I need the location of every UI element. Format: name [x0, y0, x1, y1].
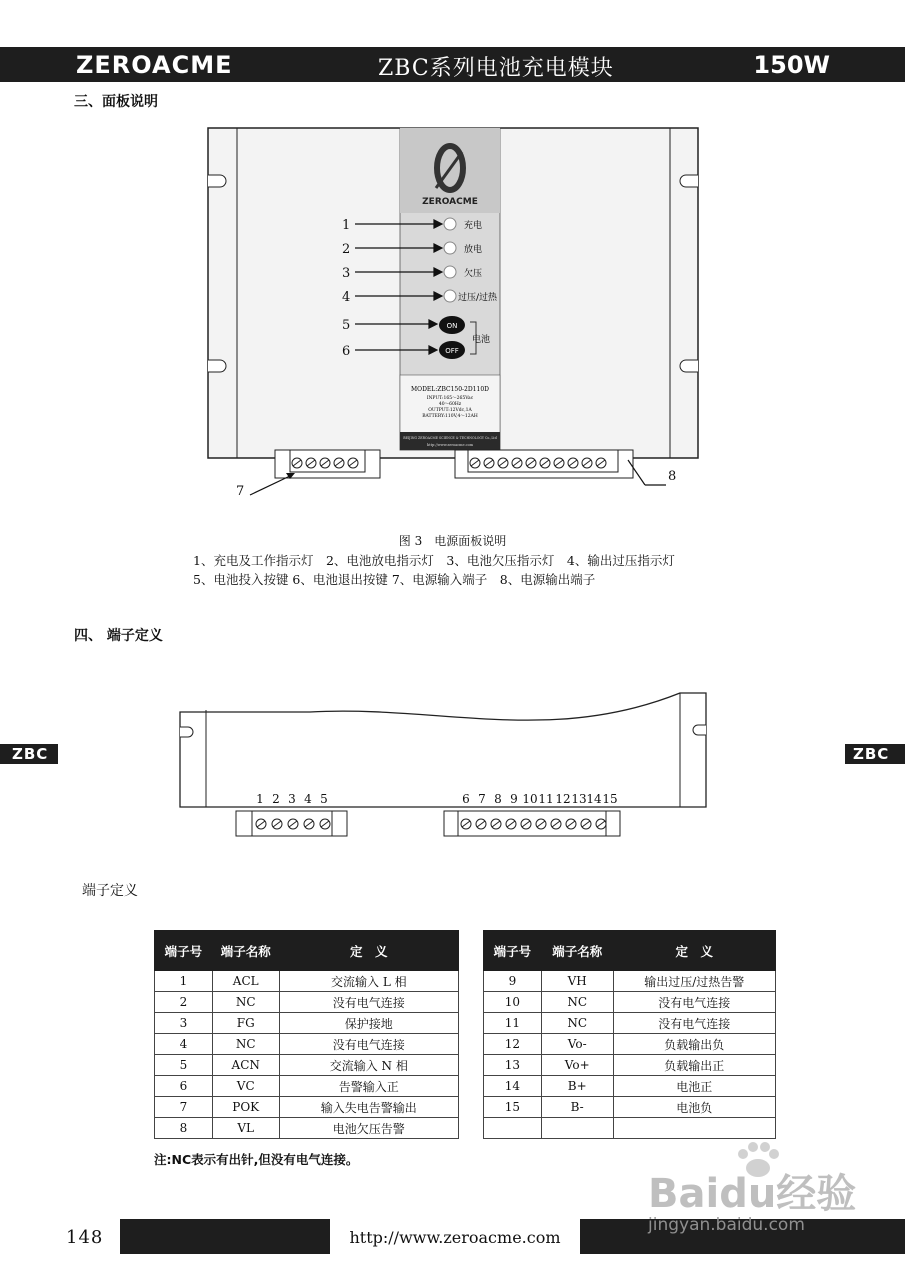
output-text: OUTPUT:12Vdc,1A [428, 408, 472, 413]
table-cell: Vo- [541, 1034, 613, 1055]
callout-8: 8 [668, 469, 677, 484]
callout-7: 7 [236, 484, 245, 499]
table-cell: VC [212, 1076, 279, 1097]
table-cell: NC [212, 1034, 279, 1055]
terminal-table-left [154, 930, 459, 1139]
section-heading-terminals: 四、 端子定义 [74, 628, 163, 644]
column-header: 端子号 [484, 931, 542, 971]
table-row [484, 1013, 776, 1034]
table-cell: 没有电气连接 [279, 992, 458, 1013]
table-cell: 交流输入 N 相 [279, 1055, 458, 1076]
table-cell: 电池正 [613, 1076, 775, 1097]
table-cell: 6 [155, 1076, 213, 1097]
terminal-number-9: 9 [510, 792, 518, 806]
table-cell: NC [541, 992, 613, 1013]
table-row [155, 1055, 459, 1076]
terminal-table-right [483, 930, 776, 1139]
table-cell: 11 [484, 1013, 542, 1034]
table-cell [484, 1118, 542, 1139]
table-cell: 2 [155, 992, 213, 1013]
table-cell: 4 [155, 1034, 213, 1055]
battery-label: 电池 [472, 335, 491, 345]
table-cell: 15 [484, 1097, 542, 1118]
table-note: 注:NC表示有出针,但没有电气连接。 [154, 1152, 359, 1167]
terminal-diagram [170, 685, 715, 845]
table-row [484, 1055, 776, 1076]
panel-logo-text: ZEROACME [422, 197, 478, 207]
table-cell: B+ [541, 1076, 613, 1097]
panel-diagram [200, 120, 710, 505]
table-cell: ACL [212, 971, 279, 992]
table-row [155, 1034, 459, 1055]
table-cell: ACN [212, 1055, 279, 1076]
table-row [484, 1076, 776, 1097]
table-cell: 14 [484, 1076, 542, 1097]
callout-4: 4 [342, 290, 351, 305]
table-cell: VH [541, 971, 613, 992]
table-cell: 保护接地 [279, 1013, 458, 1034]
table-cell: 电池负 [613, 1097, 775, 1118]
table-row [484, 992, 776, 1013]
terminal-number-6: 6 [462, 792, 470, 806]
table-cell: 输入失电告警输出 [279, 1097, 458, 1118]
table-cell: FG [212, 1013, 279, 1034]
table-cell: 负载输出正 [613, 1055, 775, 1076]
table-row [484, 1097, 776, 1118]
column-header: 端子号 [155, 931, 213, 971]
led-label-overvoltage: 过压/过热 [458, 293, 498, 303]
output-terminal-block [455, 450, 633, 478]
terminal-number-4: 4 [304, 792, 312, 806]
table-row [155, 1013, 459, 1034]
baidu-watermark [640, 1140, 870, 1250]
frequency-text: 40～60Hz [438, 402, 462, 407]
page-number: 148 [0, 1219, 120, 1254]
terminal-number-2: 2 [272, 792, 280, 806]
table-cell: 9 [484, 971, 542, 992]
terminal-number-13: 13 [571, 792, 587, 806]
off-button-label: OFF [445, 347, 459, 355]
table-header-row [484, 931, 776, 971]
table-cell: NC [541, 1013, 613, 1034]
battery-spec-text: BATTERY:110V,4～12AH [422, 414, 478, 419]
figure-caption: 图 3 电源面板说明 [398, 534, 507, 548]
company-text: BEIJING ZEROACME SCIENCE & TECHNOLOGY Co.,Ltd [403, 436, 497, 440]
table-cell: 输出过压/过热告警 [613, 971, 775, 992]
document-title: ZBC系列电池充电模块 [378, 56, 614, 81]
table-cell: 7 [155, 1097, 213, 1118]
terminal-number-11: 11 [538, 792, 554, 806]
side-tab-right: ZBC [845, 744, 905, 764]
brand-name: ZEROACME [76, 51, 233, 79]
terminal-number-3: 3 [288, 792, 296, 806]
terminal-number-1: 1 [256, 792, 264, 806]
header-bar [0, 47, 905, 82]
power-rating: 150W [753, 51, 830, 79]
callout-1: 1 [342, 218, 351, 233]
callout-3: 3 [342, 266, 351, 281]
table-row [484, 971, 776, 992]
column-header: 定 义 [613, 931, 775, 971]
led-label-discharge: 放电 [464, 245, 483, 255]
table-row [155, 992, 459, 1013]
table-row [155, 1076, 459, 1097]
table-cell: VL [212, 1118, 279, 1139]
table-cell: 13 [484, 1055, 542, 1076]
table-row [484, 1118, 776, 1139]
table-row [484, 1034, 776, 1055]
terminal-number-8: 8 [494, 792, 502, 806]
terminal-number-12: 12 [555, 792, 571, 806]
table-cell: 没有电气连接 [613, 992, 775, 1013]
watermark-url: jingyan.baidu.com [648, 1215, 805, 1235]
terminal-number-10: 10 [522, 792, 538, 806]
table-cell: 5 [155, 1055, 213, 1076]
terminal-number-7: 7 [478, 792, 486, 806]
led-label-charge: 充电 [464, 221, 483, 231]
table-cell: 12 [484, 1034, 542, 1055]
input-text: INPUT:165～265Vac [426, 396, 474, 401]
callout-2: 2 [342, 242, 351, 257]
table-cell: 电池欠压告警 [279, 1118, 458, 1139]
terminal-number-15: 15 [602, 792, 618, 806]
callout-6: 6 [342, 344, 351, 359]
table-cell: 交流输入 L 相 [279, 971, 458, 992]
led-label-undervoltage: 欠压 [464, 269, 483, 279]
table-cell: 1 [155, 971, 213, 992]
table-header-row [155, 931, 459, 971]
table-row [155, 1118, 459, 1139]
side-tab-left: ZBC [0, 744, 58, 764]
table-cell: Vo+ [541, 1055, 613, 1076]
model-text: MODEL:ZBC150-2D110D [411, 386, 489, 393]
figure-legend-line-1: 1、充电及工作指示灯 2、电池放电指示灯 3、电池欠压指示灯 4、输出过压指示灯 [193, 553, 675, 568]
table-cell: 没有电气连接 [613, 1013, 775, 1034]
figure-legend-line-2: 5、电池投入按键 6、电池退出按键 7、电源输入端子 8、电源输出端子 [193, 572, 596, 587]
section-heading-panel: 三、面板说明 [74, 94, 158, 110]
table-cell: NC [212, 992, 279, 1013]
table-cell: 3 [155, 1013, 213, 1034]
column-header: 定 义 [279, 931, 458, 971]
table-cell: 没有电气连接 [279, 1034, 458, 1055]
terminal-number-5: 5 [320, 792, 328, 806]
callout-5: 5 [342, 318, 351, 333]
terminal-number-14: 14 [586, 792, 602, 806]
table-cell: 告警输入正 [279, 1076, 458, 1097]
table-cell: POK [212, 1097, 279, 1118]
table-cell: B- [541, 1097, 613, 1118]
company-url-text: http://www.zeroacme.com [426, 443, 474, 447]
table-cell [613, 1118, 775, 1139]
on-button-label: ON [446, 322, 458, 330]
table-row [155, 971, 459, 992]
table-cell [541, 1118, 613, 1139]
website-url: http://www.zeroacme.com [330, 1219, 580, 1254]
table-cell: 负载输出负 [613, 1034, 775, 1055]
table-cell: 8 [155, 1118, 213, 1139]
column-header: 端子名称 [212, 931, 279, 971]
table-cell: 10 [484, 992, 542, 1013]
watermark-logo: Baidu经验 [648, 1171, 857, 1217]
table-row [155, 1097, 459, 1118]
terminal-definition-label: 端子定义 [82, 883, 138, 899]
column-header: 端子名称 [541, 931, 613, 971]
